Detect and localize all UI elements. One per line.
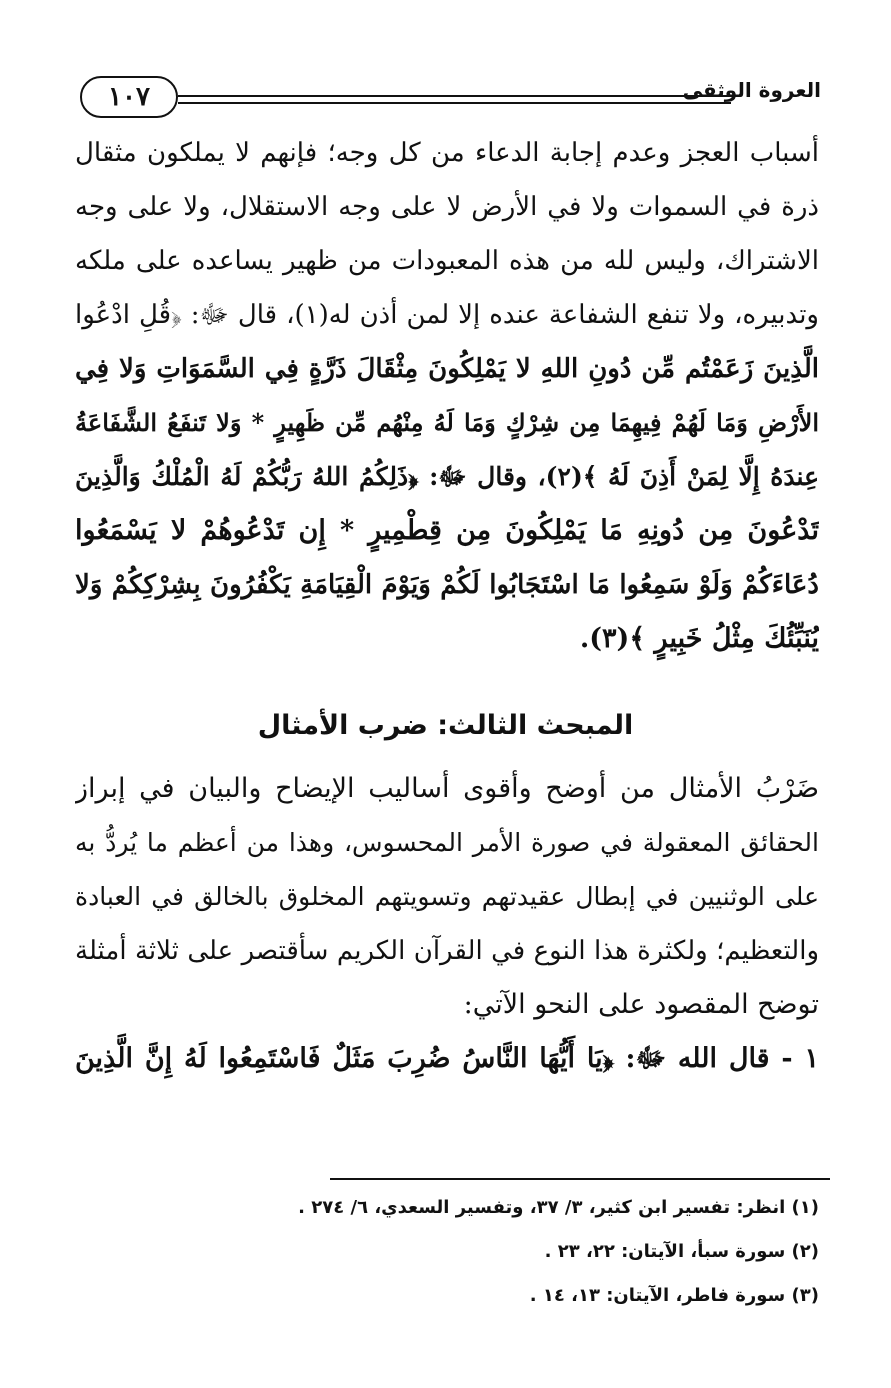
running-header-title: العروة الوثقى <box>682 78 821 102</box>
section-heading: المبحث الثالث: ضرب الأمثال <box>257 710 634 741</box>
text-line: وتدبيره، ولا تنفع الشفاعة عنده إلا لمن أذن له(١)، قال ﷻ: ﴿قُلِ ادْعُوا <box>75 300 819 330</box>
quran-line: دُعَاءَكُمْ وَلَوْ سَمِعُوا مَا اسْتَجَابُوا لَكُمْ وَيَوْمَ الْقِيَامَةِ يَكْفُرُونَ بِشِرْكِكُمْ وَلا <box>75 570 819 600</box>
footnote-item: (٣) سورة فاطر، الآيتان: ١٣، ١٤ . <box>529 1285 819 1306</box>
header-rule <box>178 95 731 104</box>
text-line: توضح المقصود على النحو الآتي: <box>463 989 819 1020</box>
text-line: الاشتراك، وليس لله من هذه المعبودات من ظهير يساعده على ملكه <box>75 246 819 276</box>
quran-line: الأَرْضِ وَمَا لَهُمْ فِيهِمَا مِن شِرْكٍ وَمَا لَهُ مِنْهُم مِّن ظَهِيرٍ * وَلا تَنفَعُ الشَّفَاعَةُ <box>75 408 819 437</box>
paragraph-2 <box>75 762 819 1086</box>
footnote-item: (١) انظر: تفسير ابن كثير، ٣/ ٣٧، وتفسير السعدي، ٦/ ٢٧٤ . <box>298 1197 819 1218</box>
quran-line: عِندَهُ إِلَّا لِمَنْ أَذِنَ لَهُ ﴾(٢)، وقال ﷻ: ﴿ذَلِكُمُ اللهُ رَبُّكُمْ لَهُ الْمُلْكُ وَالَّذِينَ <box>75 462 819 491</box>
text-line: أسباب العجز وعدم إجابة الدعاء من كل وجه؛ فإنهم لا يملكون مثقال <box>75 138 819 168</box>
footnote-item: (٢) سورة سبأ، الآيتان: ٢٢، ٢٣ . <box>544 1241 819 1262</box>
quran-line: الَّذِينَ زَعَمْتُم مِّن دُونِ اللهِ لا يَمْلِكُونَ مِثْقَالَ ذَرَّةٍ فِي السَّمَوَاتِ وَلا فِي <box>75 354 819 384</box>
quran-line: تَدْعُونَ مِن دُونِهِ مَا يَمْلِكُونَ مِن قِطْمِيرٍ * إِن تَدْعُوهُمْ لا يَسْمَعُوا <box>75 515 819 546</box>
text-line: على الوثنيين في إبطال عقيدتهم وتسويتهم المخلوق بالخالق في العبادة <box>75 882 819 911</box>
text-line: والتعظيم؛ ولكثرة هذا النوع في القرآن الكريم سأقتصر على ثلاثة أمثلة <box>75 936 819 966</box>
footnotes <box>259 1186 819 1318</box>
text-line: ضَرْبُ الأمثال من أوضح وأقوى أساليب الإيضاح والبيان في إبراز <box>75 773 819 804</box>
quran-line: ١ - قال الله ﷻ: ﴿يَا أَيُّهَا النَّاسُ ضُرِبَ مَثَلٌ فَاسْتَمِعُوا لَهُ إِنَّ الَّذِينَ <box>75 1043 819 1074</box>
page-number: ١٠٧ <box>108 82 150 112</box>
paragraph-1 <box>75 126 819 666</box>
footnote-rule <box>330 1178 830 1180</box>
page-number-badge <box>80 76 178 118</box>
quran-line: يُنَبِّئُكَ مِثْلُ خَبِيرٍ ﴾(٣). <box>579 623 819 654</box>
text-line: ذرة في السموات ولا في الأرض لا على وجه الاستقلال، ولا على وجه <box>75 192 819 222</box>
text-line: الحقائق المعقولة في صورة الأمر المحسوس، وهذا من أعظم ما يُردُّ به <box>75 828 819 857</box>
